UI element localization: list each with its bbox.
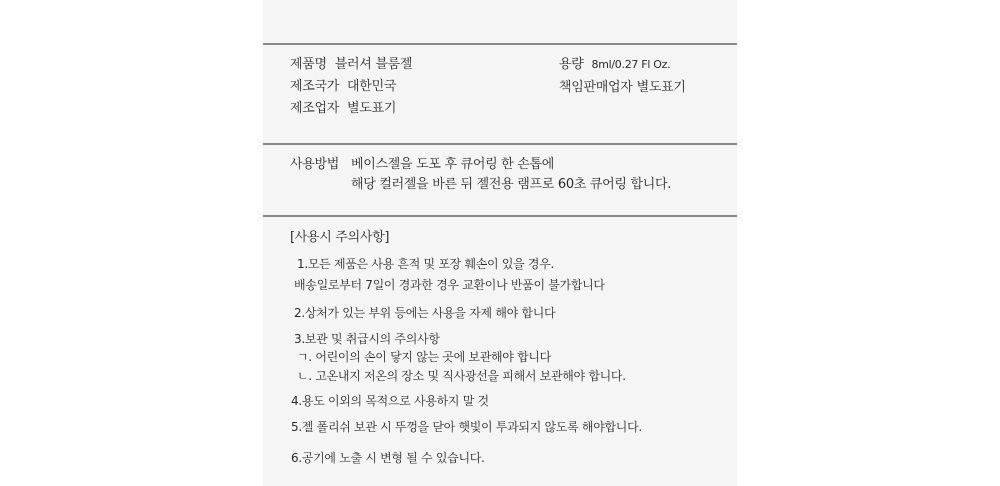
caution-item-3-a: ㄱ. 어린이의 손이 닿지 않는 곳에 보관해야 합니다 — [297, 350, 551, 364]
volume-value: 8ml/0.27 Fl Oz. — [591, 58, 671, 71]
product-name-label: 제품명 — [290, 57, 327, 72]
country-label: 제조국가 — [290, 79, 340, 94]
manufacturer-row — [290, 97, 396, 116]
manufacturer-value: 별도표기 — [347, 101, 397, 116]
caution-item-3-b: ㄴ. 고온내지 저온의 장소 및 직사광선을 피해서 보관해야 합니다. — [297, 369, 626, 383]
volume-label: 용량 — [559, 57, 584, 72]
caution-item-2: 2.상처가 있는 부위 등에는 사용을 자제 해야 합니다 — [294, 306, 556, 320]
caution-item-4: 4.용도 이외의 목적으로 사용하지 말 것 — [291, 394, 489, 408]
country-row — [290, 75, 396, 94]
product-name-value: 블러셔 블룸젤 — [334, 57, 413, 72]
usage-label: 사용방법 — [290, 157, 340, 172]
manufacturer-label: 제조업자 — [290, 101, 340, 116]
caution-item-1-line-1: 1.모든 제품은 사용 흔적 및 포장 훼손이 있을 경우. — [297, 257, 555, 271]
caution-title: [사용시 주의사항] — [290, 230, 390, 245]
country-value: 대한민국 — [347, 79, 397, 94]
volume-row — [559, 53, 670, 72]
caution-item-6: 6.공기에 노출 시 변형 될 수 있습니다. — [291, 451, 485, 465]
divider-top — [263, 43, 737, 45]
caution-item-3-title: 3.보관 및 취급시의 주의사항 — [294, 332, 440, 346]
product-name-row — [290, 53, 412, 72]
usage-line-2: 해당 컬러젤을 바른 뒤 젤전용 램프로 60초 큐어링 합니다. — [351, 177, 672, 192]
seller-row — [559, 76, 686, 95]
usage-line-1: 베이스젤을 도포 후 큐어링 한 손톱에 — [351, 157, 555, 172]
divider-usage — [263, 143, 737, 145]
product-info-sheet — [263, 0, 737, 486]
seller-value: 별도표기 — [636, 80, 686, 95]
caution-item-5: 5.젤 폴리쉬 보관 시 뚜껑을 닫아 햇빛이 투과되지 않도록 해야합니다. — [291, 420, 642, 434]
caution-item-1-line-2: 배송일로부터 7일이 경과한 경우 교환이나 반품이 불가합니다 — [294, 278, 605, 292]
seller-label: 책임판매업자 — [559, 80, 633, 95]
divider-caution — [263, 215, 737, 217]
